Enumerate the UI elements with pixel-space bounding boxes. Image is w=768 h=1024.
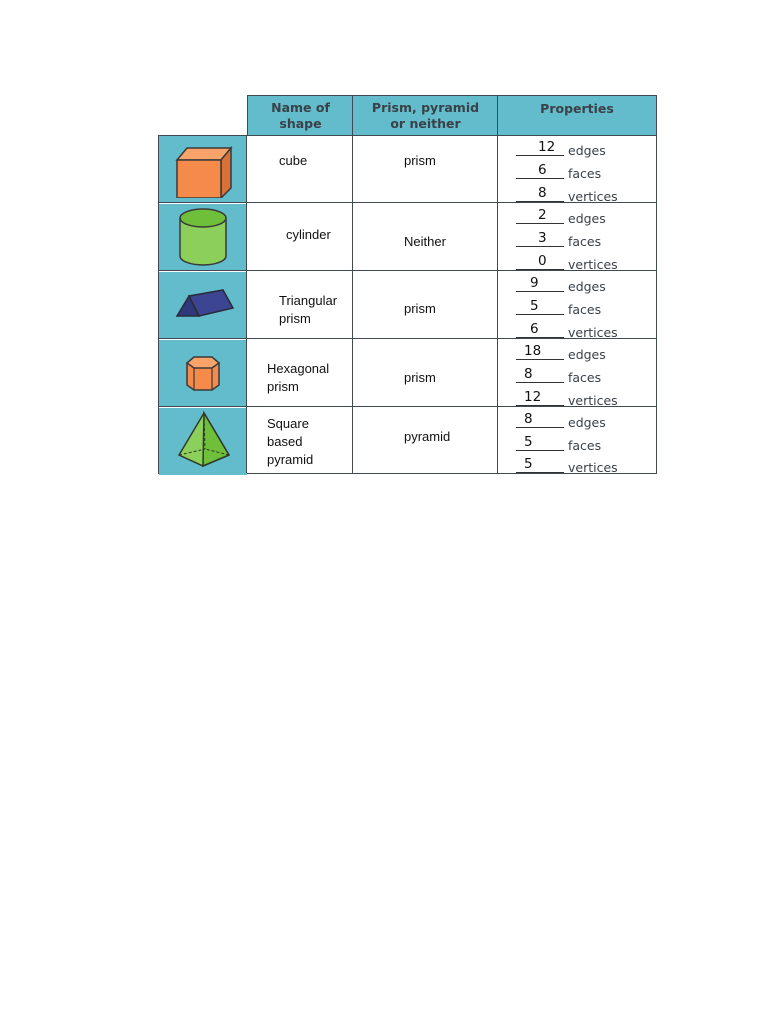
table-row [159,340,658,407]
vertices-label: vertices [568,189,618,204]
shape-kind: prism [404,370,436,385]
vertices-answer [516,456,636,479]
faces-value: 5 [524,434,533,450]
answer-line [516,246,564,247]
edges-answer [516,207,636,230]
header-type-line2: or neither [390,115,461,131]
answer-line [516,405,564,406]
answer-line [516,450,564,451]
shape-kind: Neither [404,234,446,249]
table-row [159,204,658,271]
faces-label: faces [568,370,602,385]
faces-value: 6 [538,162,547,178]
shape-kind: prism [404,301,436,316]
vertices-label: vertices [568,460,618,475]
vertices-label: vertices [568,393,618,408]
shape-name: cylinder [286,227,331,242]
answer-line [516,223,564,224]
vertices-value: 6 [530,321,539,337]
shape-properties-table [158,95,657,474]
answer-line [516,155,564,156]
header-name-line1: Name of [271,99,330,115]
table-row [159,272,658,339]
faces-label: faces [568,302,602,317]
faces-answer [516,230,636,253]
table-row [159,136,658,203]
edges-label: edges [568,415,606,430]
answer-line [516,472,564,473]
header-name-of-shape [247,95,354,136]
edges-answer [516,139,636,162]
answer-line [516,314,564,315]
answer-line [516,337,564,338]
vertices-label: vertices [568,257,618,272]
faces-label: faces [568,166,602,181]
shape-name: Square based pyramid [267,416,314,467]
faces-label: faces [568,234,602,249]
cylinder-icon [177,206,229,268]
faces-answer [516,366,636,389]
triangular-prism-icon [175,288,235,320]
edges-label: edges [568,347,606,362]
vertices-value: 0 [538,253,547,269]
cube-icon [173,142,235,198]
answer-line [516,291,564,292]
header-prism-pyramid-neither [352,95,499,136]
faces-label: faces [568,438,602,453]
header-type-line1: Prism, pyramid [371,99,480,115]
edges-answer [516,343,636,366]
edges-label: edges [568,279,606,294]
answer-line [516,269,564,270]
faces-value: 3 [538,230,547,246]
answer-line [516,427,564,428]
edges-answer [516,275,636,298]
faces-answer [516,434,636,457]
table-body [158,135,657,474]
table-row [159,408,658,475]
edges-value: 8 [524,411,533,427]
faces-answer [516,298,636,321]
header-properties-label: Properties [540,100,614,116]
edges-label: edges [568,211,606,226]
vertices-value: 8 [538,185,547,201]
edges-label: edges [568,143,606,158]
edges-value: 12 [538,139,556,155]
header-name-line2: shape [279,115,322,131]
shape-name: cube [279,153,308,168]
vertices-value: 12 [524,389,542,405]
shape-name: Hexagonal prism [267,361,330,394]
edges-value: 9 [530,275,539,291]
shape-kind: prism [404,153,436,168]
answer-line [516,359,564,360]
answer-line [516,178,564,179]
edges-value: 18 [524,343,542,359]
faces-answer [516,162,636,185]
vertices-value: 5 [524,456,533,472]
edges-value: 2 [538,207,547,223]
faces-value: 8 [524,366,533,382]
edges-answer [516,411,636,434]
hexagonal-prism-icon [185,354,221,392]
vertices-label: vertices [568,325,618,340]
shape-name: Triangular prism [279,293,338,326]
square-pyramid-icon [177,411,231,469]
answer-line [516,382,564,383]
header-properties [497,95,657,136]
answer-line [516,201,564,202]
shape-kind: pyramid [404,429,451,444]
faces-value: 5 [530,298,539,314]
